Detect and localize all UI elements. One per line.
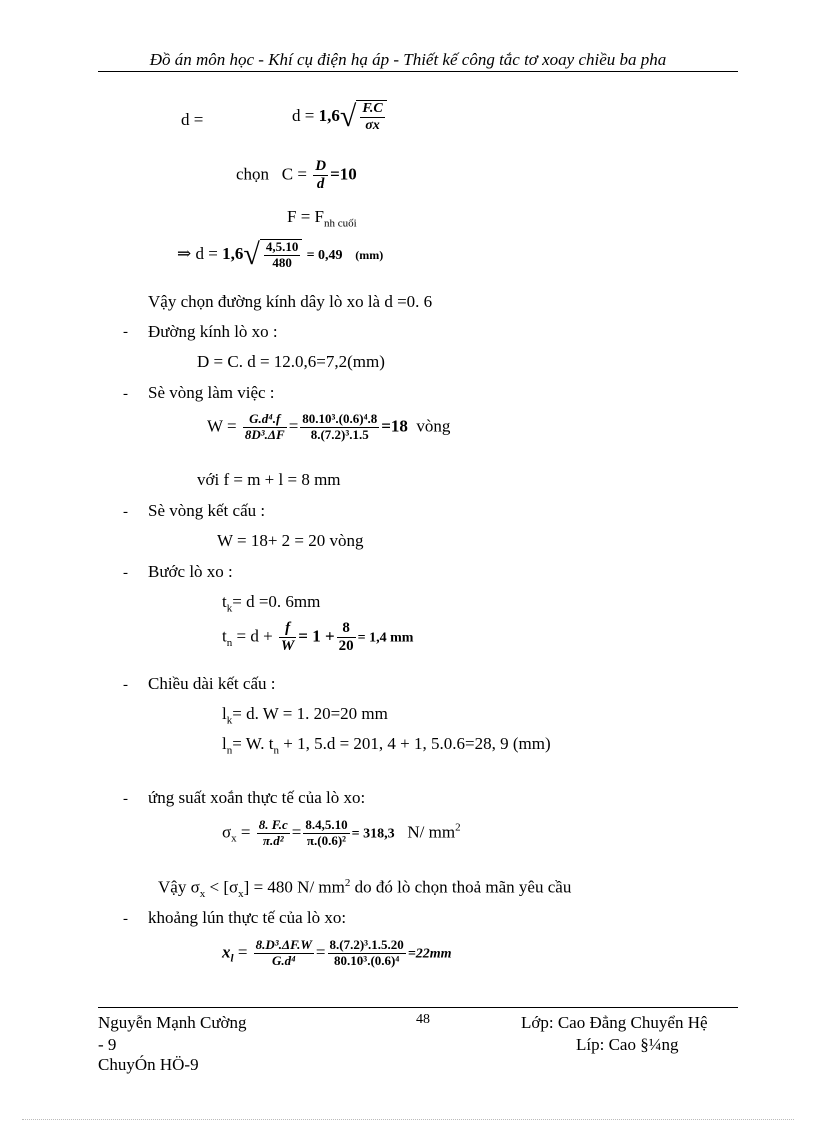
stress-formula: $\sigma_x$ = $\frac{8. F.c}{\text{π.d²}}$ = $\frac{8.4,5.10}{\text{π.(0.6)²}}$ = 318,3 N/ $mm^2$ — [222, 817, 461, 848]
stress-den2: π.(0.6)² — [306, 832, 347, 848]
footer-class: Lớp: Cao Đẳng Chuyển Hệ — [521, 1013, 708, 1032]
calc-d-den: 480 — [272, 255, 292, 270]
work-turns-num1: G.d⁴.f — [243, 412, 287, 428]
bullet-dash: - — [123, 504, 128, 520]
footer-author-cont2: ChuyÓn HÖ-9 — [98, 1055, 199, 1074]
formula-d-coef: 1,6 — [318, 106, 340, 125]
footer-rule — [98, 1007, 738, 1008]
pitch-tk-value: = d =0. 6mm — [232, 592, 321, 611]
length-ln-var: l — [222, 734, 227, 753]
choose-c-label: chọn — [236, 164, 270, 184]
sqrt-sign: √ $\frac{F.C}{\sigma x}$ — [340, 100, 387, 134]
deflection-heading: khoảng lún thực tế của lò xo: — [148, 908, 347, 927]
stress-conclusion-sub2: x — [238, 888, 244, 901]
calc-d-lhs: d = — [195, 243, 218, 263]
pitch-mid: = 1 + — [298, 626, 335, 646]
footer-class-cont: Líp: Cao §¼ng — [576, 1035, 679, 1054]
deflection-lhs-sub: l — [230, 952, 234, 965]
stress-unit: N/ mm — [407, 822, 456, 842]
choose-c-lhs: C = — [281, 164, 307, 184]
calc-d — [177, 238, 383, 272]
stress-conclusion-a: Vậy σ — [158, 877, 200, 897]
pitch-den1: W — [280, 638, 295, 655]
choose-c-result: =10 — [330, 164, 357, 184]
bullet-dash: - — [123, 911, 128, 927]
stress-conclusion-c: ] = 480 N/ mm — [243, 877, 345, 897]
length-lk-var: l — [222, 704, 227, 723]
formula-d-lhs: d = — [292, 106, 315, 125]
pitch-tn-sub: n — [226, 637, 233, 650]
length-lk-value: = d. W = 1. 20=20 mm — [232, 704, 388, 723]
work-turns-unit: vòng — [416, 416, 451, 436]
work-turns-num2: 80.10³.(0.6)⁴.8 — [302, 411, 378, 426]
deflection-lhs: x — [222, 942, 231, 962]
length-ln-sub2: n — [273, 744, 279, 757]
deflection-den1: G.d⁴ — [271, 952, 296, 968]
stress-heading: ứng suất xoắn thực tế của lò xo: — [148, 788, 366, 807]
force-sub: nh cuối — [324, 217, 357, 230]
pitch-num1: f — [279, 620, 296, 638]
pitch-result: = 1,4 mm — [357, 630, 414, 646]
work-turns-result: =18 — [381, 416, 408, 436]
deflection-den2: 80.10³.(0.6)⁴ — [334, 952, 400, 968]
work-turns-lhs: W = — [207, 416, 237, 436]
header-rule — [98, 71, 738, 72]
pitch-num2: 8 — [337, 620, 356, 638]
deflection-num2: 8.(7.2)³.1.5.20 — [329, 937, 404, 952]
pitch-tn-var: t — [222, 626, 227, 646]
work-turns-formula: W = $\frac{\text{G.d⁴.f}}{\text{8D³.ΔF}}$ = $\frac{\text{80.10³.(0.6)⁴.8}}{\text{8.(7.2)³.1.5}}$ =18 vòng — [207, 411, 451, 442]
sqrt-sign: √ $\frac{4,5.10}{480}$ — [243, 238, 302, 272]
calc-d-num: 4,5.10 — [265, 239, 299, 255]
pitch-tk-var: t — [222, 592, 227, 611]
stress-num2: 8.4,5.10 — [305, 817, 348, 832]
struct-turns-heading: Sè vòng kết cấu : — [148, 501, 266, 520]
calc-d-unit: (mm) — [355, 247, 384, 262]
pitch-tk — [222, 592, 320, 614]
page-header: Đồ án môn học - Khí cụ điện hạ áp - Thiết kế công tắc tơ xoay chiều ba pha — [149, 50, 667, 69]
stress-result: = 318,3 — [351, 826, 395, 842]
bullet-dash: - — [123, 677, 128, 693]
diameter-value: D = C. d = 12.0,6=7,2(mm) — [197, 352, 385, 371]
bullet-dash: - — [123, 324, 128, 340]
choose-c-num: D — [313, 158, 328, 176]
bullet-dash: - — [123, 386, 128, 402]
length-ln-sub: n — [226, 744, 233, 757]
bullet-dash: - — [123, 791, 128, 807]
stress-den1: π.d² — [262, 832, 284, 848]
choose-c-den: d — [316, 176, 325, 193]
d-label: d = — [181, 110, 204, 129]
pitch-tn-lhs: = d + — [236, 626, 273, 646]
force-text: F = F — [287, 207, 324, 226]
stress-num1: 8. F.c — [258, 817, 288, 832]
length-ln-a: = W. t — [232, 734, 274, 753]
pitch-tn — [222, 620, 413, 656]
formula-d — [292, 100, 387, 134]
pitch-tk-sub: k — [226, 602, 233, 615]
force-line — [287, 207, 357, 229]
footer-author-cont: - 9 — [98, 1035, 117, 1054]
length-ln — [222, 734, 551, 756]
calc-d-result: = 0,49 — [306, 247, 343, 263]
diameter-heading: Đường kính lò xo : — [148, 322, 278, 341]
work-turns-heading: Sè vòng làm việc : — [148, 383, 275, 402]
length-ln-b: + 1, 5.d = 201, 4 + 1, 5.0.6=28, 9 (mm) — [283, 734, 551, 753]
pitch-heading: Bước lò xo : — [148, 562, 233, 581]
pitch-den2: 20 — [338, 638, 354, 655]
deflection-result: =22mm — [407, 946, 452, 962]
stress-conclusion-sup: 2 — [344, 877, 351, 889]
choose-c — [236, 158, 357, 194]
stress-conclusion-sub: x — [199, 888, 206, 901]
implies-icon: ⇒ — [177, 243, 192, 263]
deflection-num1: 8.D³.ΔF.W — [255, 937, 312, 952]
deflection-formula: $x_l$ = $\frac{\text{8.D³.ΔF.W}}{\text{G.d⁴}}$ = $\frac{\text{8.(7.2)³.1.5.20}}{\text{80.10³.(0.6)⁴}}$ =22mm — [222, 937, 452, 968]
work-turns-den1: 8D³.ΔF — [244, 426, 285, 442]
work-turns-f: với f = m + l = 8 mm — [197, 470, 341, 489]
length-heading: Chiều dài kết cấu : — [148, 674, 276, 693]
work-turns-den2: 8.(7.2)³.1.5 — [310, 426, 369, 442]
calc-d-coef: 1,6 — [222, 243, 244, 263]
formula-d-num: F.C — [360, 101, 384, 118]
choose-wire-text: Vậy chọn đường kính dây lò xo là d =0. 6 — [148, 292, 433, 311]
formula-d-den: σx — [365, 118, 380, 134]
struct-turns-value: W = 18+ 2 = 20 vòng — [217, 531, 364, 550]
stress-unit-sup: 2 — [455, 821, 461, 834]
page-number: 48 — [416, 1012, 430, 1027]
footer-author: Nguyễn Mạnh Cường — [98, 1013, 247, 1032]
stress-lhs: σ — [222, 822, 232, 842]
stress-conclusion — [158, 877, 571, 900]
length-lk-sub: k — [226, 714, 233, 727]
stress-conclusion-b: < [σ — [205, 877, 239, 897]
page-bottom-edge — [22, 1119, 794, 1120]
bullet-dash: - — [123, 565, 128, 581]
stress-conclusion-d: do đó lò chọn thoả mãn yêu cầu — [350, 877, 572, 897]
length-lk — [222, 704, 388, 726]
stress-lhs-sub: x — [231, 832, 237, 845]
